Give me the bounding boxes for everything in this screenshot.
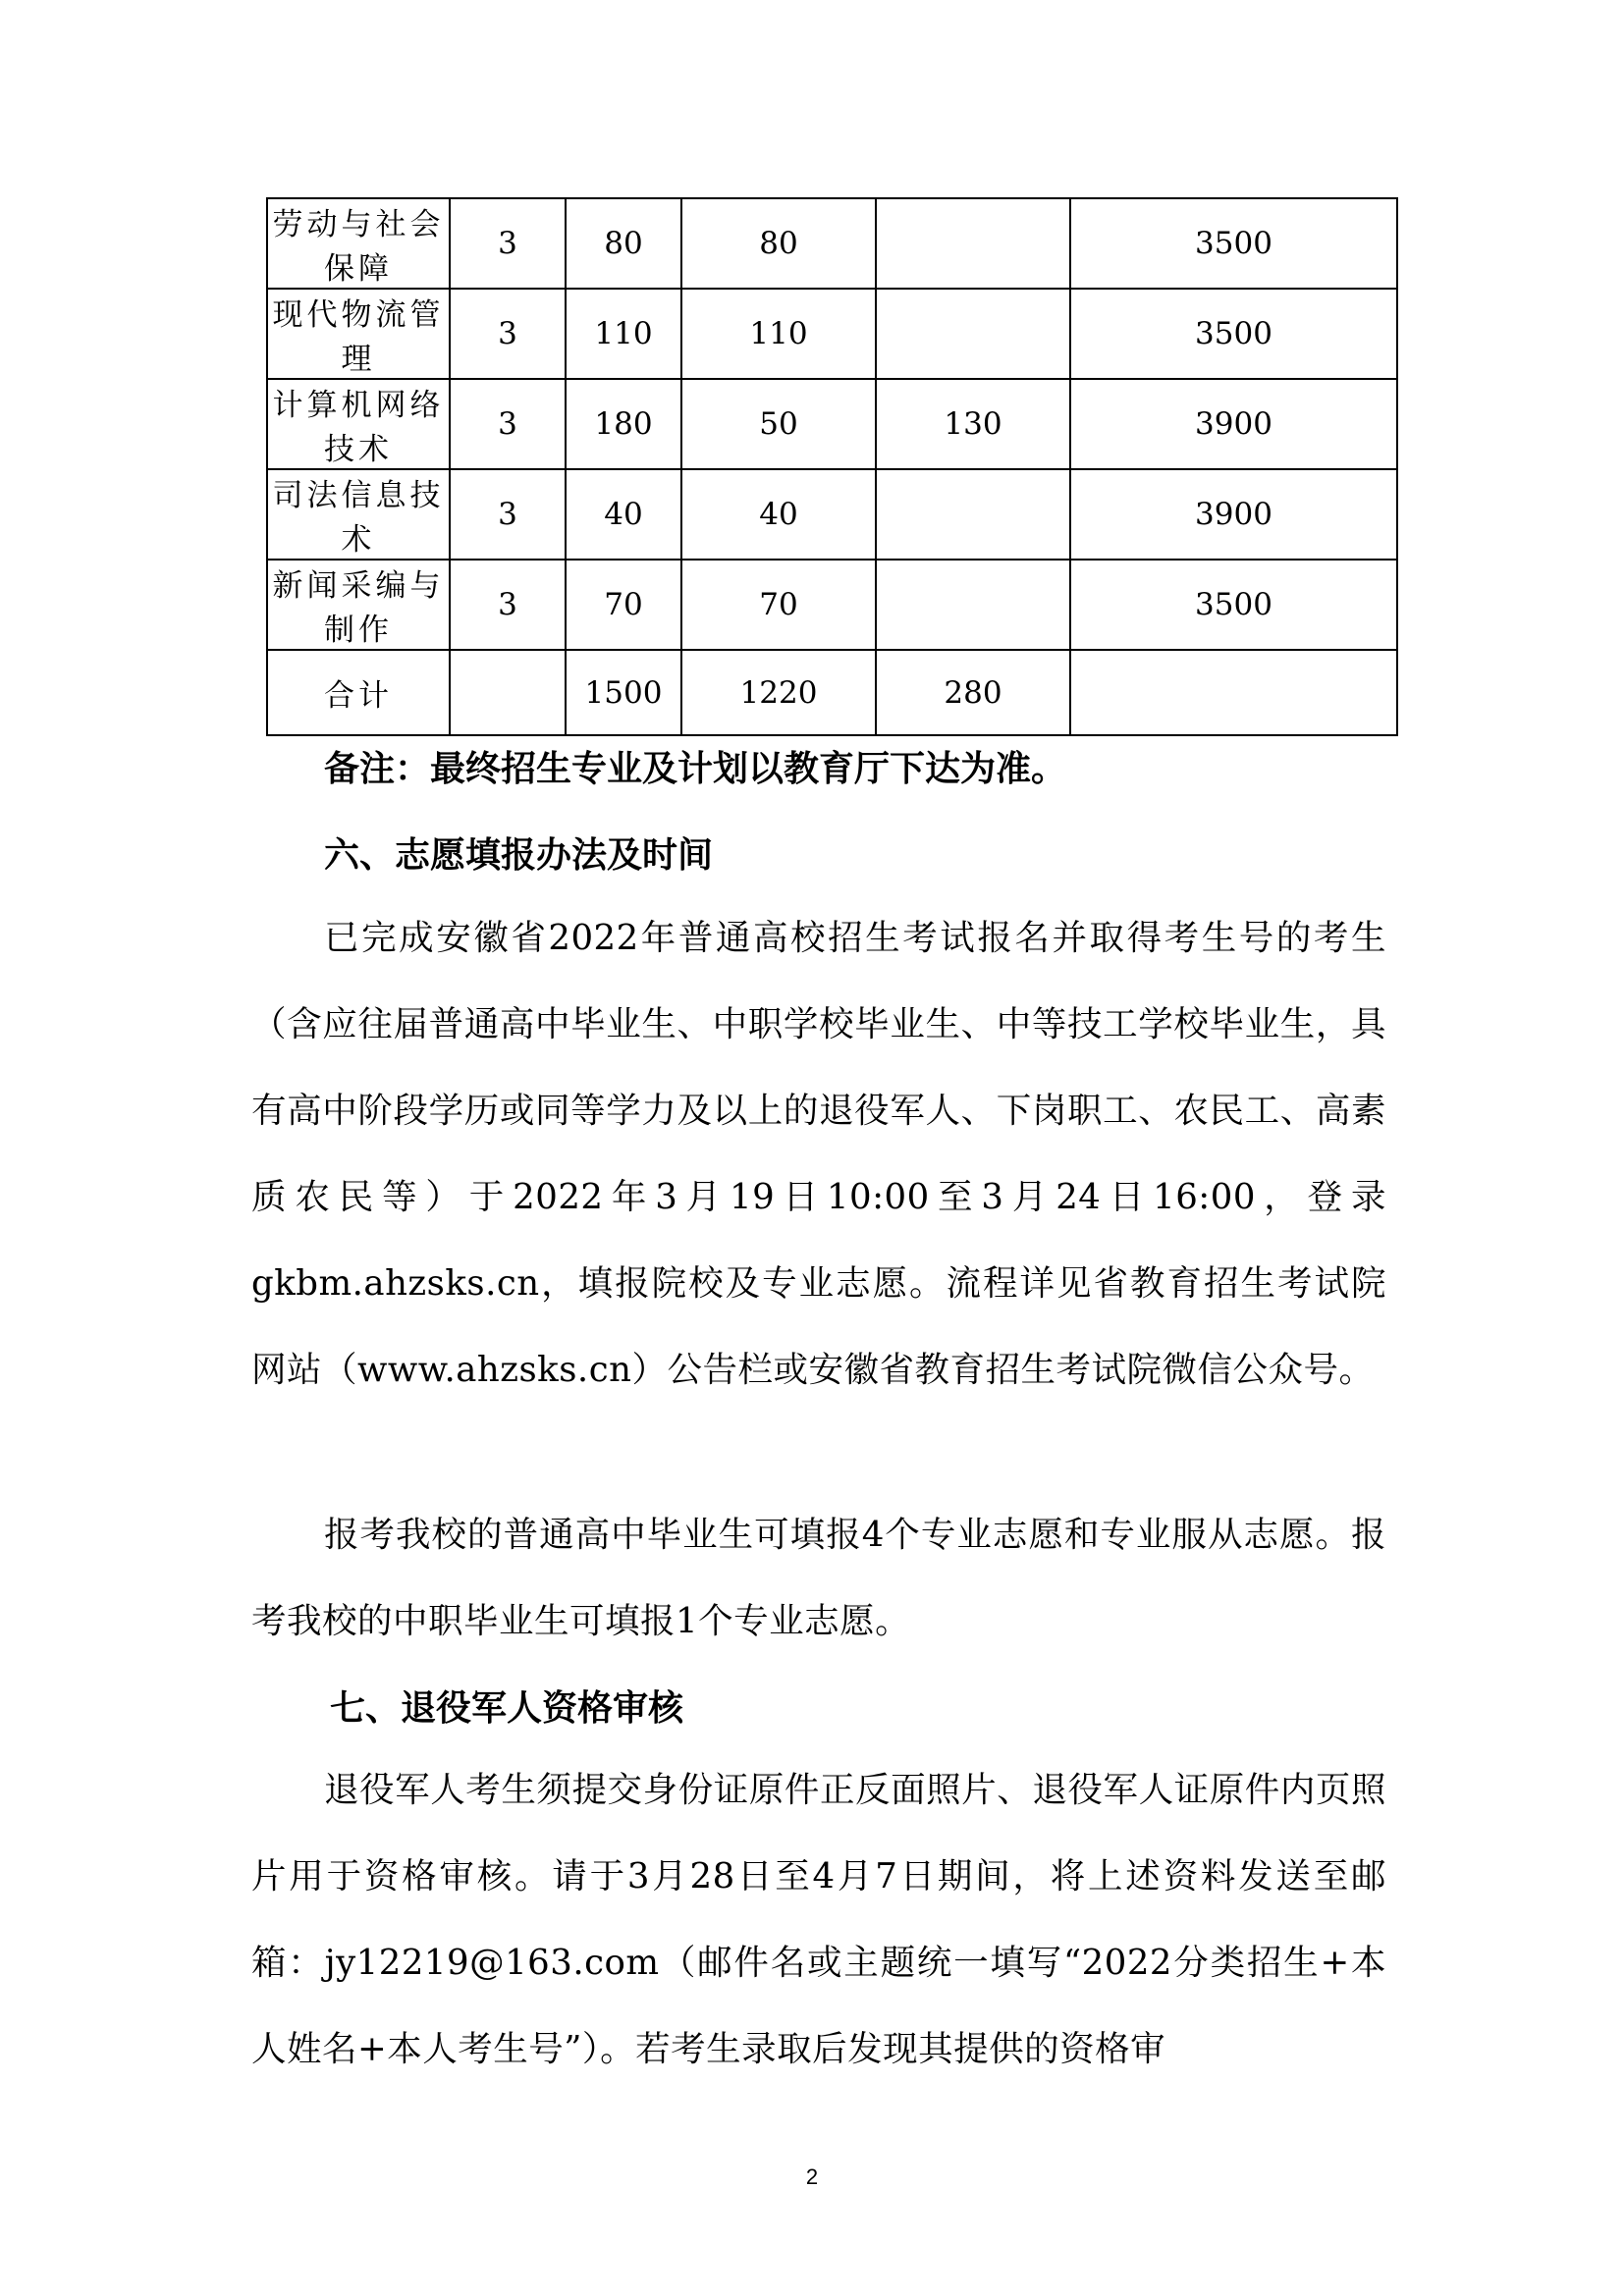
- table-cell-vocational: 280: [876, 650, 1070, 735]
- table-cell-total: 110: [566, 289, 681, 379]
- table-body: [267, 198, 1397, 735]
- table-cell-vocational: [876, 469, 1070, 560]
- table-cell-fee: [1070, 650, 1397, 735]
- table-cell-years: 3: [450, 379, 566, 469]
- remark-note: 备注：最终招生专业及计划以教育厅下达为准。: [324, 749, 1067, 789]
- table-cell-general: 80: [681, 198, 876, 289]
- table-cell-vocational: [876, 198, 1070, 289]
- table-cell-general: 1220: [681, 650, 876, 735]
- table-cell-vocational: [876, 560, 1070, 650]
- table-cell-years: [450, 650, 566, 735]
- table-cell-total: 40: [566, 469, 681, 560]
- table-row: [267, 650, 1397, 735]
- table-cell-general: 50: [681, 379, 876, 469]
- paragraph-veteran-review: 退役军人考生须提交身份证原件正反面照片、退役军人证原件内页照片用于资格审核。请于3月28日至4月7日期间，将上述资料发送至邮箱：jy12219@163.com（邮件名或主题统一填写“2022分类招生+本人姓名+本人考生号”）。若考生录取后发现其提供的资格审: [251, 1770, 1386, 2069]
- table-cell-total: 80: [566, 198, 681, 289]
- table-row: [267, 198, 1397, 289]
- table-cell-general: 40: [681, 469, 876, 560]
- table-cell-fee: 3900: [1070, 379, 1397, 469]
- table-cell-years: 3: [450, 469, 566, 560]
- table-cell-name: 劳动与社会保障: [267, 198, 450, 289]
- table-cell-general: 110: [681, 289, 876, 379]
- table-cell-name: 计算机网络技术: [267, 379, 450, 469]
- enrollment-plan-table: [266, 197, 1398, 736]
- table-cell-fee: 3500: [1070, 560, 1397, 650]
- paragraph-application-choices: 报考我校的普通高中毕业生可填报4个专业志愿和专业服从志愿。报考我校的中职毕业生可填报1个专业志愿。: [251, 1515, 1386, 1641]
- section-heading-application: 六、志愿填报办法及时间: [324, 835, 714, 876]
- section-heading-veteran-review: 七、退役军人资格审核: [330, 1688, 684, 1729]
- table-cell-fee: 3500: [1070, 198, 1397, 289]
- table-cell-general: 70: [681, 560, 876, 650]
- table-cell-vocational: [876, 289, 1070, 379]
- table-cell-total: 70: [566, 560, 681, 650]
- table-cell-name: 司法信息技术: [267, 469, 450, 560]
- table-cell-fee: 3500: [1070, 289, 1397, 379]
- table-cell-years: 3: [450, 198, 566, 289]
- page-number: 2: [805, 2164, 819, 2189]
- table-cell-fee: 3900: [1070, 469, 1397, 560]
- table-cell-total: 1500: [566, 650, 681, 735]
- table-cell-name: 现代物流管理: [267, 289, 450, 379]
- table-row: [267, 379, 1397, 469]
- table-cell-vocational: 130: [876, 379, 1070, 469]
- table-row: [267, 560, 1397, 650]
- table-cell-name: 新闻采编与制作: [267, 560, 450, 650]
- table-cell-total: 180: [566, 379, 681, 469]
- table-row: [267, 469, 1397, 560]
- table-cell-years: 3: [450, 289, 566, 379]
- table-cell-years: 3: [450, 560, 566, 650]
- paragraph-application-procedure: 已完成安徽省2022年普通高校招生考试报名并取得考生号的考生（含应往届普通高中毕业生、中职学校毕业生、中等技工学校毕业生，具有高中阶段学历或同等学力及以上的退役军人、下岗职工、农民工、高素质农民等）于2022年3月19日10:00至3月24日16:00，登录gkbm.ahzsks.cn，填报院校及专业志愿。流程详见省教育招生考试院网站（www.ahzsks.cn）公告栏或安徽省教育招生考试院微信公众号。: [251, 918, 1386, 1390]
- table-cell-name: 合计: [267, 650, 450, 735]
- table-row: [267, 289, 1397, 379]
